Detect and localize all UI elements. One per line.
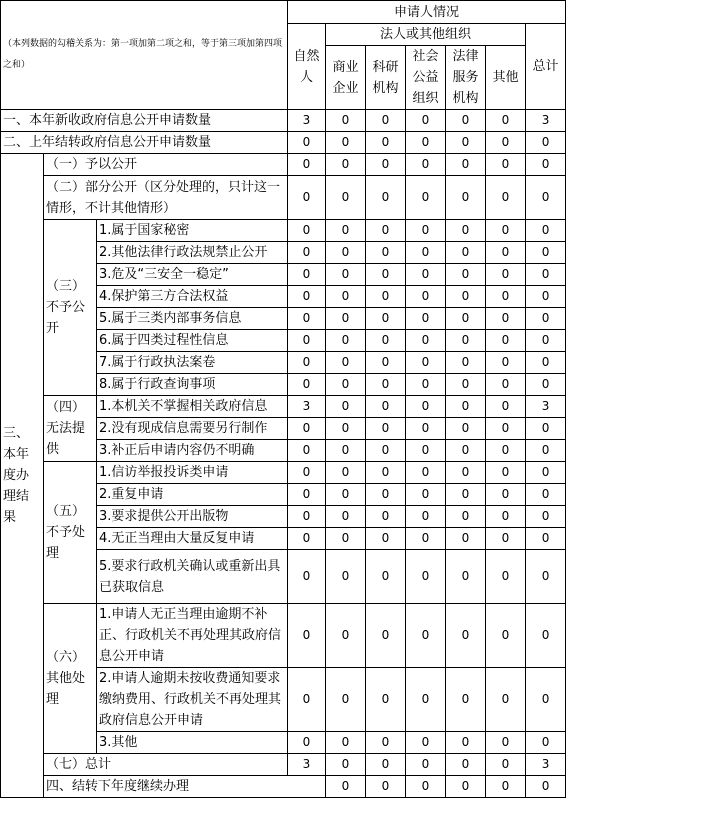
row-label: 1.本机关不掌握相关政府信息	[97, 396, 288, 418]
cell: 0	[526, 506, 566, 528]
cell: 0	[326, 396, 366, 418]
row-label: 二、上年结转政府信息公开申请数量	[1, 132, 288, 154]
cell: 0	[446, 550, 486, 604]
table-row	[1, 396, 566, 418]
cell: 0	[446, 352, 486, 374]
header-social: 社会公益组织	[406, 46, 446, 110]
cell: 0	[446, 220, 486, 242]
cell: 0	[406, 550, 446, 604]
cell: 0	[446, 604, 486, 668]
cell: 0	[486, 668, 526, 732]
cell: 0	[366, 528, 406, 550]
cell: 0	[446, 264, 486, 286]
cell: 0	[288, 550, 326, 604]
cell: 0	[526, 352, 566, 374]
group-label: （三）不予公开	[44, 220, 97, 396]
cell: 3	[288, 396, 326, 418]
header-law: 法律服务机构	[446, 46, 486, 110]
cell: 0	[446, 484, 486, 506]
cell: 0	[446, 776, 486, 798]
cell: 0	[526, 132, 566, 154]
cell: 0	[288, 604, 326, 668]
cell: 0	[526, 440, 566, 462]
cell: 0	[326, 264, 366, 286]
cell: 0	[406, 374, 446, 396]
cell: 0	[446, 374, 486, 396]
cell: 0	[406, 484, 446, 506]
cell: 0	[446, 132, 486, 154]
row-label: 1.申请人无正当理由逾期不补正、行政机关不再处理其政府信息公开申请	[97, 604, 288, 668]
row-label: 2.申请人逾期未按收费通知要求缴纳费用、行政机关不再处理其政府信息公开申请	[97, 668, 288, 732]
cell: 0	[326, 374, 366, 396]
header-legal-org: 法人或其他组织	[326, 24, 526, 46]
cell: 0	[288, 132, 326, 154]
cell: 0	[446, 396, 486, 418]
cell: 0	[406, 776, 446, 798]
cell: 0	[366, 242, 406, 264]
cell: 0	[366, 110, 406, 132]
row-label: 2.没有现成信息需要另行制作	[97, 418, 288, 440]
cell: 0	[486, 396, 526, 418]
cell: 0	[486, 176, 526, 220]
cell: 0	[486, 440, 526, 462]
cell: 0	[366, 264, 406, 286]
row-label: 5.要求行政机关确认或重新出具已获取信息	[97, 550, 288, 604]
cell: 0	[406, 528, 446, 550]
table-row	[1, 220, 566, 242]
cell: 0	[526, 154, 566, 176]
cell: 0	[486, 154, 526, 176]
cell: 0	[406, 440, 446, 462]
cell: 0	[446, 528, 486, 550]
cell: 0	[326, 604, 366, 668]
cell: 0	[326, 154, 366, 176]
cell: 0	[486, 754, 526, 776]
cell: 0	[526, 242, 566, 264]
cell: 0	[406, 242, 446, 264]
cell: 0	[446, 176, 486, 220]
row-label: 3.补正后申请内容仍不明确	[97, 440, 288, 462]
table-row	[1, 754, 566, 776]
cell: 0	[288, 308, 326, 330]
cell: 0	[526, 668, 566, 732]
row-label: 1.属于国家秘密	[97, 220, 288, 242]
cell: 0	[406, 132, 446, 154]
cell: 0	[406, 110, 446, 132]
row-label: 3.其他	[97, 732, 288, 754]
cell: 0	[326, 462, 366, 484]
row-label: 3.危及“三安全一稳定”	[97, 264, 288, 286]
cell: 0	[486, 484, 526, 506]
cell: 0	[486, 308, 526, 330]
cell: 0	[288, 220, 326, 242]
table-row	[1, 154, 566, 176]
cell: 3	[288, 754, 326, 776]
cell: 0	[526, 528, 566, 550]
table-row	[1, 132, 566, 154]
cell: 0	[486, 242, 526, 264]
cell: 0	[288, 374, 326, 396]
cell: 0	[486, 528, 526, 550]
cell: 0	[326, 308, 366, 330]
cell: 0	[326, 242, 366, 264]
header-total: 总计	[526, 24, 566, 110]
cell: 0	[446, 418, 486, 440]
cell: 0	[446, 668, 486, 732]
cell: 0	[526, 286, 566, 308]
cell: 0	[406, 286, 446, 308]
cell: 0	[526, 176, 566, 220]
cell: 0	[326, 440, 366, 462]
cell: 0	[526, 374, 566, 396]
table-row	[1, 776, 566, 798]
cell: 0	[366, 374, 406, 396]
cell: 0	[366, 418, 406, 440]
cell: 0	[366, 176, 406, 220]
cell: 0	[326, 776, 366, 798]
cell: 0	[288, 154, 326, 176]
cell: 0	[526, 220, 566, 242]
cell: 0	[446, 462, 486, 484]
row-label: 7.属于行政执法案卷	[97, 352, 288, 374]
cell: 0	[406, 264, 446, 286]
cell: 0	[366, 352, 406, 374]
cell: 3	[288, 110, 326, 132]
table-row	[1, 110, 566, 132]
table-row	[1, 462, 566, 484]
cell: 0	[288, 668, 326, 732]
cell: 0	[366, 484, 406, 506]
cell: 3	[526, 110, 566, 132]
cell: 0	[486, 220, 526, 242]
cell: 0	[486, 776, 526, 798]
cell: 0	[486, 604, 526, 668]
cell: 0	[288, 528, 326, 550]
cell: 0	[486, 506, 526, 528]
cell: 0	[526, 732, 566, 754]
cell: 0	[366, 604, 406, 668]
cell: 0	[446, 440, 486, 462]
cell: 0	[366, 286, 406, 308]
cell: 0	[406, 220, 446, 242]
header-business: 商业企业	[326, 46, 366, 110]
cell: 0	[288, 352, 326, 374]
row-label: 2.重复申请	[97, 484, 288, 506]
cell: 0	[366, 732, 406, 754]
cell: 0	[366, 220, 406, 242]
cell: 0	[366, 132, 406, 154]
cell: 0	[366, 396, 406, 418]
row-label: 4.保护第三方合法权益	[97, 286, 288, 308]
cell: 0	[446, 242, 486, 264]
cell: 0	[326, 732, 366, 754]
cell: 0	[406, 154, 446, 176]
cell: 0	[446, 286, 486, 308]
cell: 0	[288, 264, 326, 286]
cell: 0	[526, 604, 566, 668]
cell: 0	[406, 418, 446, 440]
cell: 0	[486, 286, 526, 308]
row-label: 6.属于四类过程性信息	[97, 330, 288, 352]
cell: 0	[486, 550, 526, 604]
cell: 0	[326, 352, 366, 374]
cell: 0	[326, 506, 366, 528]
row-label: 四、结转下年度继续办理	[44, 776, 326, 798]
cell: 0	[486, 132, 526, 154]
row-label: （一）予以公开	[44, 154, 288, 176]
cell: 0	[366, 776, 406, 798]
cell: 0	[326, 220, 366, 242]
cell: 0	[526, 484, 566, 506]
cell: 0	[486, 330, 526, 352]
cell: 0	[406, 308, 446, 330]
cell: 0	[288, 418, 326, 440]
cell: 0	[288, 732, 326, 754]
cell: 0	[446, 732, 486, 754]
row-label: 1.信访举报投诉类申请	[97, 462, 288, 484]
row-label-section-3: 三、本年度办理结果	[1, 154, 44, 798]
cell: 0	[288, 462, 326, 484]
row-label: 2.其他法律行政法规禁止公开	[97, 242, 288, 264]
table-row	[1, 604, 566, 668]
cell: 0	[446, 330, 486, 352]
note-cell: （本列数据的勾稽关系为：第一项加第二项之和，等于第三项加第四项之和）	[1, 1, 288, 110]
cell: 0	[406, 352, 446, 374]
cell: 0	[446, 110, 486, 132]
cell: 0	[326, 550, 366, 604]
cell: 0	[366, 154, 406, 176]
cell: 0	[486, 352, 526, 374]
cell: 0	[326, 528, 366, 550]
cell: 0	[406, 462, 446, 484]
row-label: （二）部分公开（区分处理的，只计这一情形，不计其他情形）	[44, 176, 288, 220]
row-label: 一、本年新收政府信息公开申请数量	[1, 110, 288, 132]
group-label: （五）不予处理	[44, 462, 97, 604]
cell: 0	[526, 462, 566, 484]
cell: 0	[288, 176, 326, 220]
row-label: 3.要求提供公开出版物	[97, 506, 288, 528]
cell: 3	[526, 396, 566, 418]
cell: 0	[366, 462, 406, 484]
header-applicant: 申请人情况	[288, 1, 566, 24]
cell: 0	[486, 374, 526, 396]
cell: 0	[326, 176, 366, 220]
table-row	[1, 176, 566, 220]
cell: 0	[288, 286, 326, 308]
cell: 0	[406, 506, 446, 528]
cell: 0	[406, 604, 446, 668]
cell: 0	[366, 754, 406, 776]
cell: 0	[406, 732, 446, 754]
header-other: 其他	[486, 46, 526, 110]
cell: 0	[446, 754, 486, 776]
cell: 0	[366, 506, 406, 528]
cell: 0	[406, 176, 446, 220]
cell: 0	[366, 440, 406, 462]
row-label: 5.属于三类内部事务信息	[97, 308, 288, 330]
cell: 0	[406, 330, 446, 352]
cell: 0	[326, 484, 366, 506]
cell: 0	[446, 154, 486, 176]
cell: 0	[526, 308, 566, 330]
cell: 0	[526, 418, 566, 440]
cell: 0	[366, 550, 406, 604]
cell: 0	[406, 754, 446, 776]
cell: 0	[446, 308, 486, 330]
cell: 0	[486, 462, 526, 484]
cell: 3	[526, 754, 566, 776]
cell: 0	[366, 308, 406, 330]
cell: 0	[288, 242, 326, 264]
row-label: （七）总计	[44, 754, 288, 776]
header-research: 科研机构	[366, 46, 406, 110]
cell: 0	[326, 754, 366, 776]
row-label: 4.无正当理由大量反复申请	[97, 528, 288, 550]
cell: 0	[326, 668, 366, 732]
cell: 0	[326, 330, 366, 352]
cell: 0	[326, 286, 366, 308]
cell: 0	[326, 418, 366, 440]
cell: 0	[486, 110, 526, 132]
header-natural-person: 自然人	[288, 24, 326, 110]
cell: 0	[406, 668, 446, 732]
cell: 0	[366, 330, 406, 352]
row-label: 8.属于行政查询事项	[97, 374, 288, 396]
cell: 0	[288, 506, 326, 528]
cell: 0	[288, 484, 326, 506]
cell: 0	[288, 440, 326, 462]
cell: 0	[486, 418, 526, 440]
cell: 0	[366, 668, 406, 732]
cell: 0	[526, 330, 566, 352]
cell: 0	[526, 776, 566, 798]
cell: 0	[446, 506, 486, 528]
cell: 0	[326, 110, 366, 132]
group-label: （四）无法提供	[44, 396, 97, 462]
cell: 0	[326, 132, 366, 154]
cell: 0	[486, 264, 526, 286]
group-label: （六）其他处理	[44, 604, 97, 754]
cell: 0	[526, 264, 566, 286]
cell: 0	[526, 550, 566, 604]
cell: 0	[406, 396, 446, 418]
cell: 0	[486, 732, 526, 754]
cell: 0	[288, 330, 326, 352]
